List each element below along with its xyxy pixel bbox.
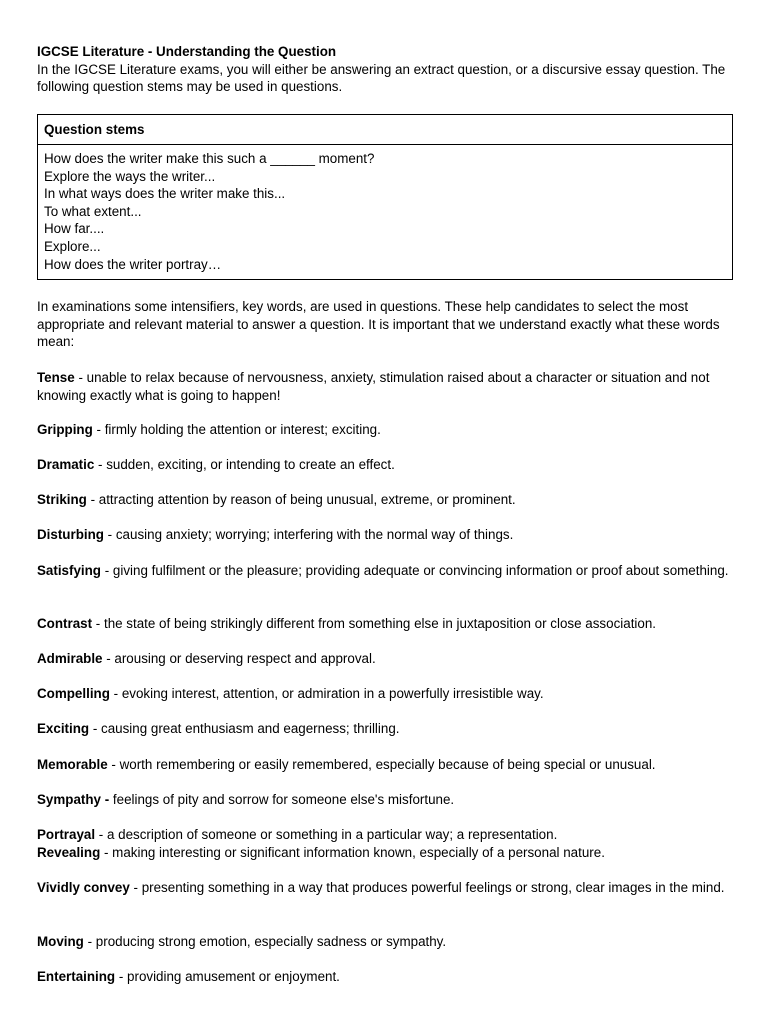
question-stem: How does the writer portray…: [44, 256, 222, 272]
definition-term: Revealing: [37, 844, 101, 860]
question-stem: How does the writer make this such a ______ moment?: [44, 151, 375, 166]
definition-separator: -: [95, 827, 107, 842]
definition-text: giving fulfilment or the pleasure; providing adequate or convincing information or proof about something.: [112, 563, 729, 578]
definition-separator: -: [94, 457, 107, 472]
definition-satisfying: [37, 562, 737, 580]
definition-separator: -: [83, 934, 96, 949]
definition-text: a description of someone or something in a particular way; a representation.: [106, 827, 558, 842]
definition-dramatic: [37, 456, 737, 474]
definition-tense: [37, 369, 737, 404]
definition-text: making interesting or significant information known, especially of a personal nature.: [112, 844, 605, 860]
definition-gripping: [37, 421, 737, 439]
definition-text: evoking interest, attention, or admiration in a powerfully irresistible way.: [121, 686, 544, 701]
definition-text: presenting something in a way that produces powerful feelings or strong, clear images in the mind.: [141, 880, 725, 895]
definition-term: Tense: [37, 370, 75, 385]
definition-disturbing: [37, 526, 737, 544]
definition-term: Dramatic: [37, 457, 95, 472]
definition-text: providing amusement or enjoyment.: [127, 969, 340, 984]
page-title: IGCSE Literature - Understanding the Question: [37, 44, 337, 59]
definition-term: Moving: [37, 934, 84, 949]
definition-separator: -: [109, 686, 122, 701]
definition-text: unable to relax because of nervousness, anxiety, stimulation raised about a character or situation and not knowing exactly what is going to happen!: [37, 370, 710, 403]
question-stem: How far....: [44, 221, 105, 237]
definition-term: Gripping: [37, 422, 93, 437]
definition-separator: -: [92, 422, 105, 437]
definition-admirable: [37, 650, 737, 668]
definition-term: Entertaining: [37, 969, 116, 984]
definition-term: Disturbing: [37, 527, 104, 542]
question-stems-heading: Question stems: [38, 115, 732, 145]
explanation-text: In examinations some intensifiers, key words, are used in questions. These help candidates to select the most appropriate and relevant material to answer a question. It is important that we understand exactly what these words mean:: [37, 299, 720, 350]
explanation-paragraph: [37, 298, 737, 351]
definition-text: sudden, exciting, or intending to create an effect.: [106, 457, 395, 472]
definition-separator: -: [89, 721, 101, 736]
definition-vividly-convey: [37, 879, 737, 897]
definition-compelling: [37, 685, 737, 703]
question-stems-list: [38, 145, 732, 273]
definition-exciting: [37, 720, 737, 738]
definition-term: Exciting: [37, 721, 90, 736]
definition-separator: -: [103, 527, 116, 542]
question-stem: In what ways does the writer make this...: [44, 186, 286, 202]
definition-separator: -: [74, 370, 87, 385]
definition-term: Sympathy -: [37, 792, 110, 807]
definition-term: Striking: [37, 492, 87, 507]
definition-separator: -: [100, 844, 113, 860]
definition-separator: -: [101, 563, 113, 578]
definition-separator: -: [102, 651, 115, 666]
definition-text: arousing or deserving respect and approval.: [114, 651, 376, 666]
definition-entertaining: [37, 968, 737, 986]
definition-separator: -: [129, 880, 142, 895]
intro-text: In the IGCSE Literature exams, you will either be answering an extract question, or a discursive essay question. The following question stems may be used in questions.: [37, 61, 726, 95]
definition-sympathy: [37, 791, 737, 809]
definition-text: producing strong emotion, especially sadness or sympathy.: [95, 934, 447, 949]
definition-term: Contrast: [37, 616, 93, 631]
definition-term: Compelling: [37, 686, 110, 701]
definition-striking: [37, 491, 737, 509]
definition-term: Portrayal: [37, 827, 96, 842]
definition-text: firmly holding the attention or interest; exciting.: [104, 422, 381, 437]
definition-memorable: [37, 756, 737, 774]
definition-separator: -: [86, 492, 99, 507]
definition-separator: -: [107, 757, 120, 772]
question-stem: Explore the ways the writer...: [44, 168, 216, 184]
definition-text: attracting attention by reason of being unusual, extreme, or prominent.: [98, 492, 516, 507]
definition-portrayal-revealing: [37, 826, 737, 861]
definition-moving: [37, 933, 737, 951]
question-stem: To what extent...: [44, 203, 142, 219]
definition-term: Memorable: [37, 757, 108, 772]
question-stem: Explore...: [44, 238, 101, 254]
definition-separator: -: [115, 969, 128, 984]
definition-term: Vividly convey: [37, 880, 130, 895]
question-stems-table: [37, 114, 733, 280]
definition-text: causing anxiety; worrying; interfering with the normal way of things.: [115, 527, 514, 542]
definition-text: feelings of pity and sorrow for someone else's misfortune.: [112, 792, 455, 807]
definition-separator: -: [92, 616, 104, 631]
definition-text: causing great enthusiasm and eagerness; thrilling.: [101, 721, 400, 736]
definition-text: worth remembering or easily remembered, especially because of being special or unusual.: [119, 757, 656, 772]
definition-term: Admirable: [37, 651, 103, 666]
header: [37, 43, 737, 96]
definition-contrast: [37, 615, 737, 633]
definition-term: Satisfying: [37, 563, 101, 578]
definition-text: the state of being strikingly different from something else in juxtaposition or close association.: [103, 616, 657, 631]
